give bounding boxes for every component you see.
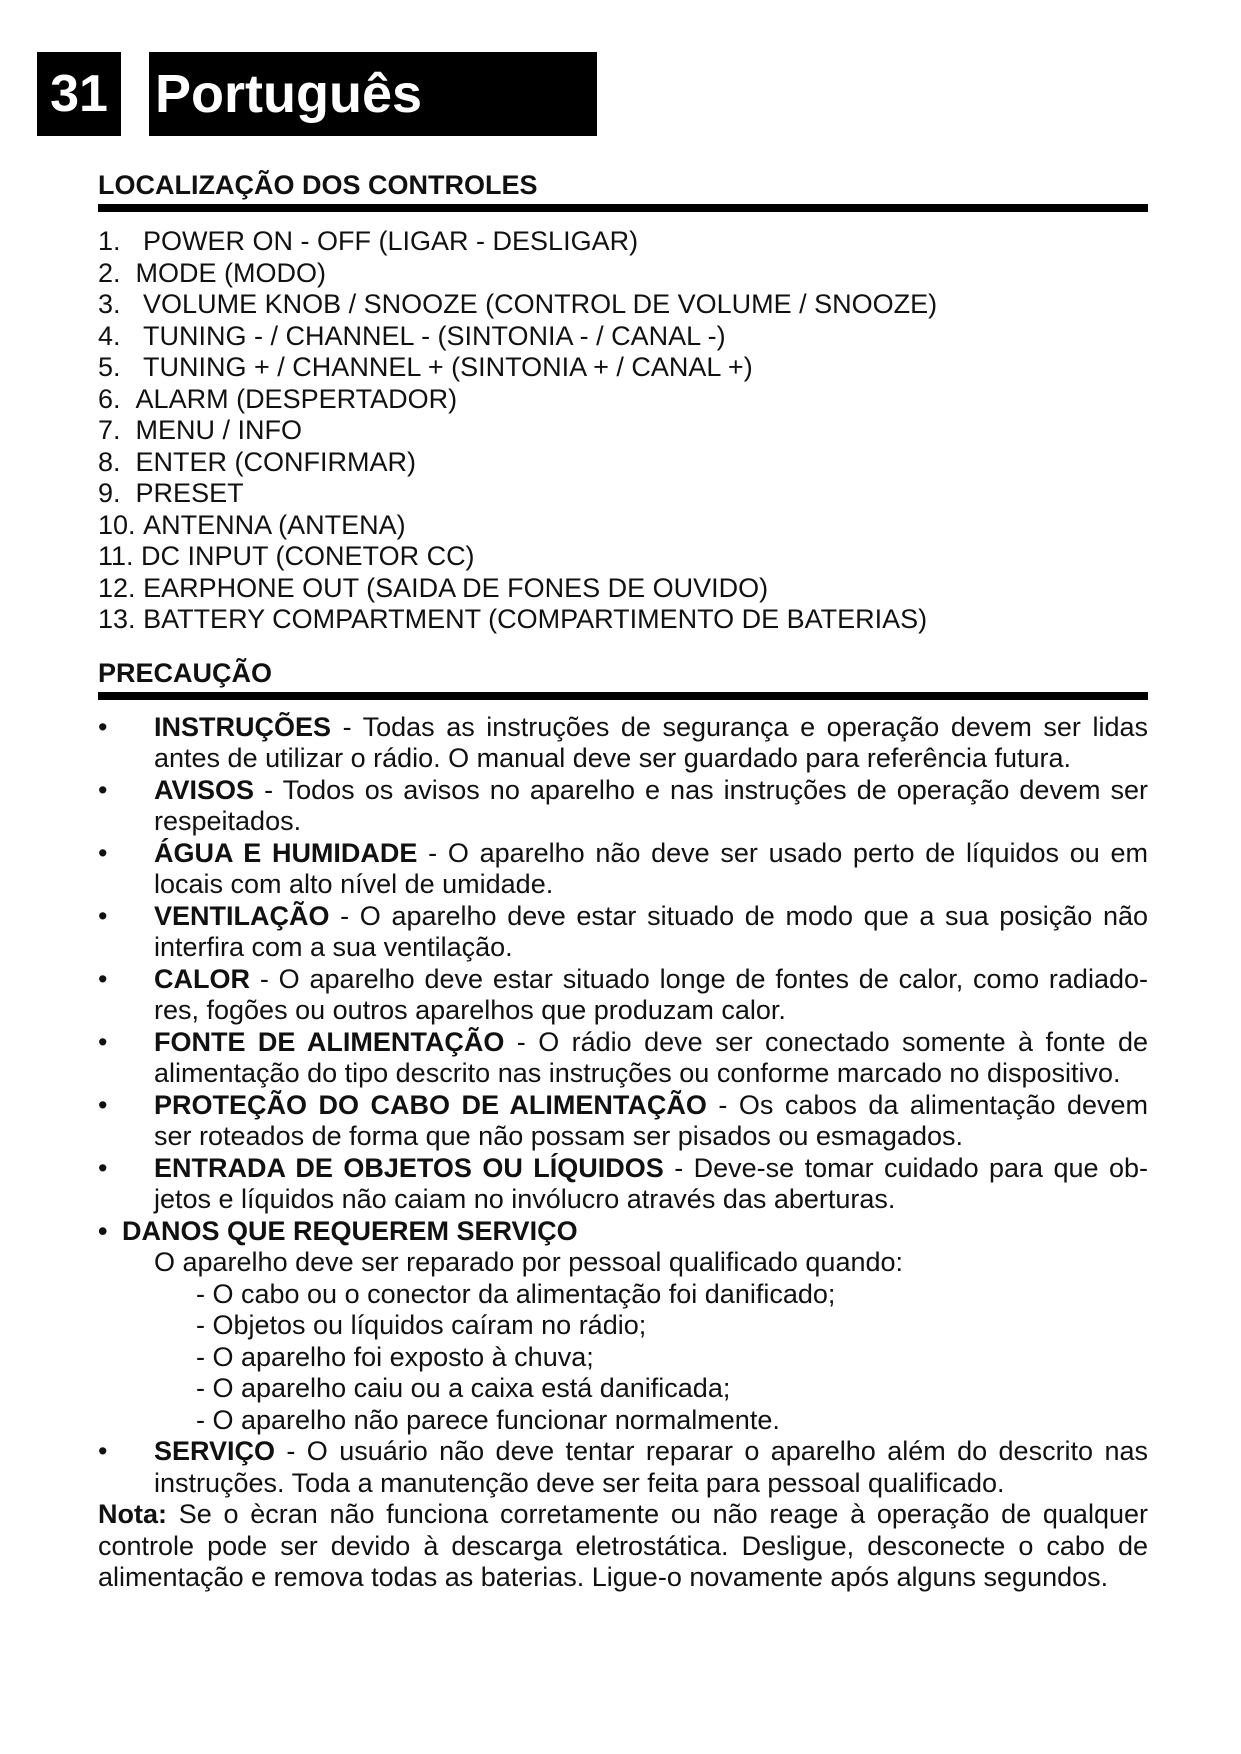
list-item: • ENTRADA DE OBJETOS OU LÍQUIDOS - Deve-se tomar cuidado para que ob-jetos e líquidos não caiam no invólucro através das aberturas.: [98, 1152, 1148, 1214]
bullet-icon: •: [98, 963, 108, 994]
list-item: • PROTEÇÃO DO CABO DE ALIMENTAÇÃO - Os cabos da alimentação devem ser roteados de forma que não possam ser pisados ou esmagados.: [98, 1089, 1148, 1151]
list-item: 9. PRESET: [98, 478, 244, 508]
section-divider: [98, 204, 1148, 212]
bullet-icon: •: [98, 711, 108, 742]
bullet-icon: •: [98, 1026, 108, 1057]
list-item: 13. BATTERY COMPARTMENT (COMPARTIMENTO DE BATERIAS): [98, 604, 928, 634]
section-divider: [98, 692, 1148, 700]
service-required-title: • DANOS QUE REQUEREM SERVIÇO: [98, 1215, 578, 1246]
list-item: • VENTILAÇÃO - O aparelho deve estar situado de modo que a sua posição não interfira com a sua ventilação.: [98, 900, 1148, 962]
bullet-icon: •: [98, 900, 108, 931]
list-item: 1. POWER ON - OFF (LIGAR - DESLIGAR): [98, 226, 639, 256]
list-item: - O aparelho não parece funcionar normalmente.: [196, 1404, 780, 1435]
page-content: [98, 168, 1148, 1594]
precaution-section-title: PRECAUÇÃO: [98, 657, 273, 688]
list-item: - O aparelho foi exposto à chuva;: [196, 1341, 594, 1372]
bullet-icon: •: [98, 774, 108, 805]
service-conditions-list: [98, 1279, 1148, 1437]
bullet-icon: •: [98, 837, 108, 868]
bullet-icon: •: [98, 1436, 108, 1466]
list-item: 6. ALARM (DESPERTADOR): [98, 383, 458, 414]
list-item: • ÁGUA E HUMIDADE - O aparelho não deve ser usado perto de líquidos ou em locais com alto nível de umidade.: [98, 837, 1148, 899]
list-item: • SERVIÇO - O usuário não deve tentar reparar o aparelho além do descrito nas instruções. Toda a manutenção deve ser feita para pessoal qualificado.: [98, 1436, 1148, 1498]
list-item: 10. ANTENNA (ANTENA): [98, 509, 406, 540]
list-item: 7. MENU / INFO: [98, 415, 303, 445]
service-required-intro: O aparelho deve ser reparado por pessoal qualificado quando:: [154, 1247, 904, 1277]
list-item: 3. VOLUME KNOB / SNOOZE (CONTROL DE VOLUME / SNOOZE): [98, 289, 938, 319]
service-required-block: [98, 1216, 1148, 1437]
page-number: 31: [37, 52, 121, 136]
list-item: • INSTRUÇÕES - Todas as instruções de segurança e operação devem ser lidas antes de utilizar o rádio. O manual deve ser guardado para referência futura.: [98, 711, 1148, 773]
list-item: 12. EARPHONE OUT (SAIDA DE FONES DE OUVIDO): [98, 572, 769, 603]
list-item: • FONTE DE ALIMENTAÇÃO - O rádio deve ser conectado somente à fonte de alimentação do tipo descrito nas instruções ou conforme marcado no dispositivo.: [98, 1026, 1148, 1088]
bullet-icon: •: [98, 1215, 108, 1246]
list-item: 4. TUNING - / CHANNEL - (SINTONIA - / CANAL -): [98, 320, 726, 351]
list-item: • AVISOS - Todos os avisos no aparelho e nas instruções de operação devem ser respeitados.: [98, 774, 1148, 836]
service-list: [98, 1436, 1148, 1499]
list-item: 2. MODE (MODO): [98, 257, 327, 288]
list-item: • CALOR - O aparelho deve estar situado longe de fontes de calor, como radiado-res, fogões ou outros aparelhos que produzam calor.: [98, 963, 1148, 1025]
controls-list: [98, 226, 1148, 636]
note-paragraph: Nota: Se o ècran não funciona corretamente ou não reage à operação de qualquer controle pode ser devido à descarga eletrostática. Desligue, desconecte o cabo de alimentação e remova todas as baterias. Ligue-o novamente após alguns segundos.: [98, 1499, 1148, 1592]
list-item: 8. ENTER (CONFIRMAR): [98, 446, 417, 477]
precautions-list: [98, 712, 1148, 1216]
list-item: 11. DC INPUT (CONETOR CC): [98, 541, 475, 571]
bullet-icon: •: [98, 1152, 108, 1183]
list-item: - O aparelho caiu ou a caixa está danificada;: [196, 1373, 731, 1403]
controls-section-title: LOCALIZAÇÃO DOS CONTROLES: [98, 170, 538, 200]
language-title: Português: [149, 52, 597, 136]
list-item: - O cabo ou o conector da alimentação foi danificado;: [196, 1278, 836, 1309]
bullet-icon: •: [98, 1089, 108, 1120]
list-item: 5. TUNING + / CHANNEL + (SINTONIA + / CANAL +): [98, 352, 753, 382]
list-item: - Objetos ou líquidos caíram no rádio;: [196, 1310, 647, 1340]
